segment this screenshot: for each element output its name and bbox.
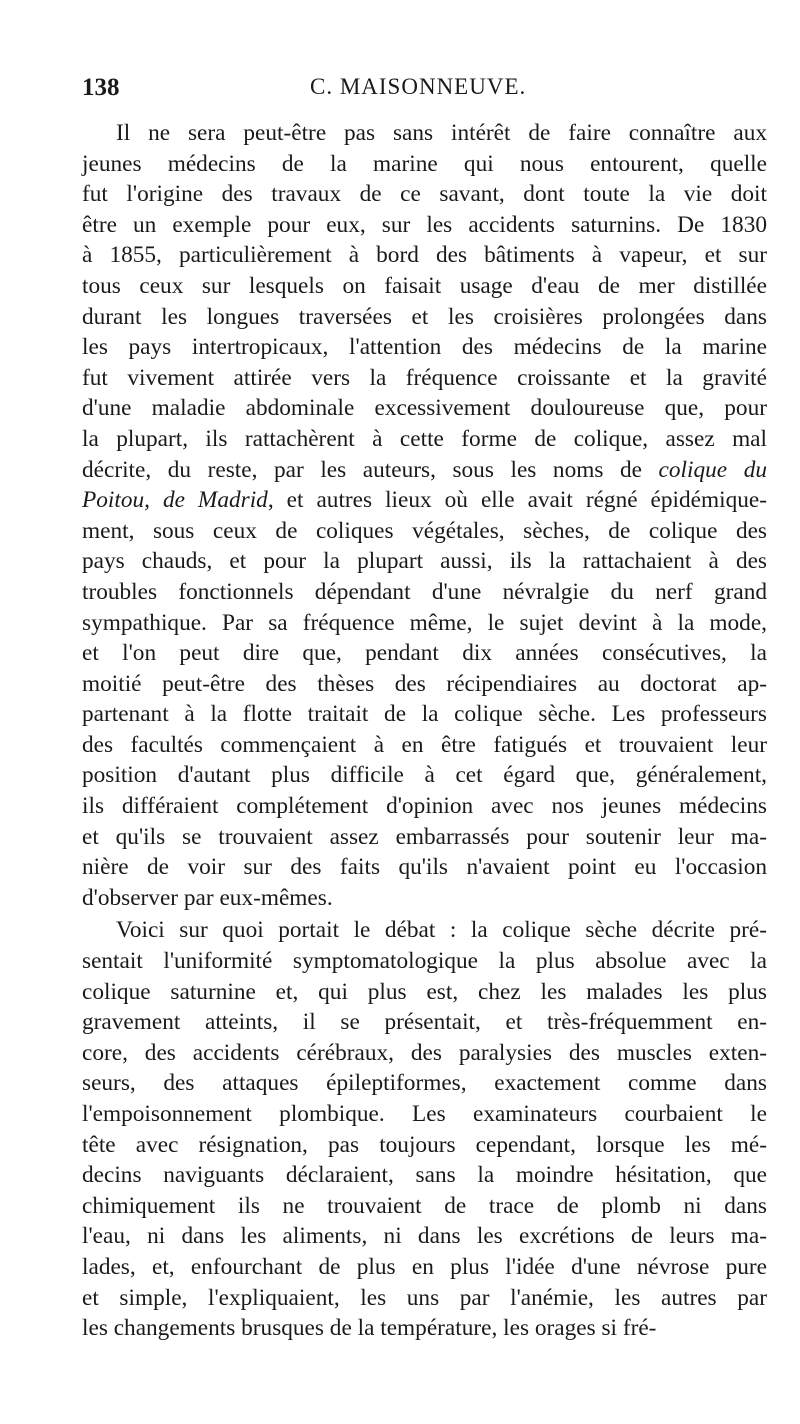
- text-line: être un exemple pour eux, sur les accidents saturnins. De 1830: [82, 211, 767, 238]
- text-line: les pays intertropicaux, l'attention des médecins de la marine: [82, 334, 767, 361]
- text-line: position d'autant plus difficile à cet égard que, généralement,: [82, 762, 767, 789]
- text-line: pays chauds, et pour la plupart aussi, ils la rattachaient à des: [82, 548, 767, 575]
- text-line: et qu'ils se trouvaient assez embarrassés pour soutenir leur ma-: [82, 823, 767, 850]
- text-line: troubles fonctionnels dépendant d'une névralgie du nerf grand: [82, 578, 767, 605]
- text-line: l'empoisonnement plombique. Les examinateurs courbaient le: [82, 1101, 767, 1127]
- body-text: [82, 118, 767, 1344]
- text-line: l'eau, ni dans les aliments, ni dans les excrétions de leurs ma-: [82, 1223, 767, 1250]
- text-line: decins naviguants déclaraient, sans la moindre hésitation, que: [82, 1162, 767, 1189]
- text-line: la plupart, ils rattachèrent à cette forme de colique, assez mal: [82, 425, 767, 452]
- text-line: les changements brusques de la température, les orages si fré-: [82, 1315, 657, 1342]
- text-line: des facultés commençaient à en être fatigués et trouvaient leur: [82, 731, 767, 758]
- text-line: gravement atteints, il se présentait, et très-fréquemment en-: [82, 1009, 767, 1036]
- text-line: ils différaient complétement d'opinion avec nos jeunes médecins: [82, 793, 767, 820]
- text-line: core, des accidents cérébraux, des paralysies des muscles exten-: [82, 1039, 767, 1066]
- text-line: décrite, du reste, par les auteurs, sous les noms de colique du: [82, 456, 767, 483]
- text-line: lades, et, enfourchant de plus en plus l'idée d'une névrose pure: [82, 1253, 767, 1280]
- text-line: partenant à la flotte traitait de la colique sèche. Les professeurs: [82, 701, 767, 728]
- text-line: ment, sous ceux de coliques végétales, sèches, de colique des: [82, 517, 767, 544]
- text-line: Voici sur quoi portait le débat : la colique sèche décrite pré-: [116, 917, 767, 944]
- page-number: 138: [82, 74, 120, 101]
- text-line: à 1855, particulièrement à bord des bâtiments à vapeur, et sur: [82, 242, 767, 269]
- text-line: d'observer par eux-mêmes.: [82, 884, 333, 911]
- text-line: sympathique. Par sa fréquence même, le sujet devint à la mode,: [82, 609, 767, 636]
- text-line: Poitou, de Madrid, et autres lieux où elle avait régné épidémique-: [82, 487, 768, 514]
- text-line: et l'on peut dire que, pendant dix années consécutives, la: [82, 640, 767, 667]
- text-line: jeunes médecins de la marine qui nous entourent, quelle: [82, 150, 767, 177]
- paragraph: [82, 915, 767, 1343]
- text-line: d'une maladie abdominale excessivement douloureuse que, pour: [82, 395, 767, 422]
- page-header: [82, 74, 772, 110]
- text-line: tous ceux sur lesquels on faisait usage d'eau de mer distillée: [82, 272, 767, 299]
- text-line: seurs, des attaques épileptiformes, exactement comme dans: [82, 1070, 767, 1097]
- text-line: sentait l'uniformité symptomatologique la plus absolue avec la: [82, 948, 767, 975]
- text-line: colique saturnine et, qui plus est, chez les malades les plus: [82, 978, 767, 1005]
- text-line: chimiquement ils ne trouvaient de trace de plomb ni dans: [82, 1192, 767, 1219]
- text-line: tête avec résignation, pas toujours cependant, lorsque les mé-: [82, 1131, 767, 1158]
- text-line: Il ne sera peut-être pas sans intérêt de faire connaître aux: [116, 120, 767, 146]
- text-line: fut vivement attirée vers la fréquence croissante et la gravité: [82, 364, 767, 391]
- text-line: moitié peut-être des thèses des récipendiaires au doctorat ap-: [82, 670, 767, 697]
- text-line: et simple, l'expliquaient, les uns par l'anémie, les autres par: [82, 1284, 767, 1311]
- running-head: C. MAISONNEUVE.: [310, 74, 527, 99]
- text-line: nière de voir sur des faits qu'ils n'avaient point eu l'occasion: [82, 854, 767, 881]
- text-line: durant les longues traversées et les croisières prolongées dans: [82, 303, 767, 330]
- text-line: fut l'origine des travaux de ce savant, dont toute la vie doit: [82, 181, 767, 208]
- paragraph: [82, 118, 767, 913]
